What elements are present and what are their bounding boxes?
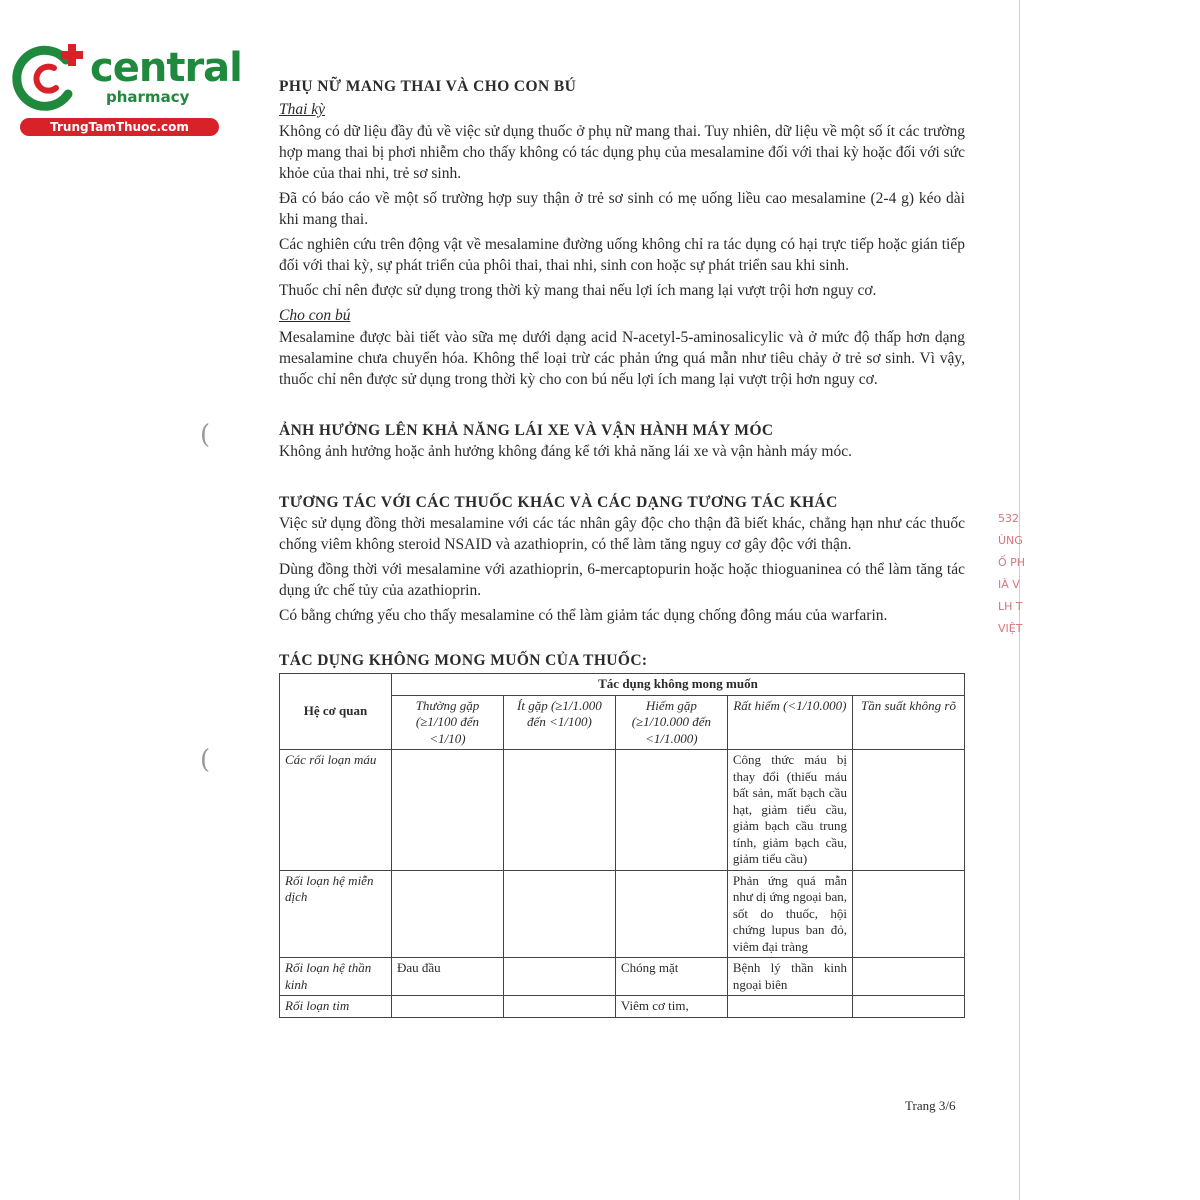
- table-cell: [391, 870, 503, 958]
- subheading-pregnancy: Thai kỳ: [279, 101, 326, 118]
- paragraph: Không có dữ liệu đầy đủ về việc sử dụng thuốc ở phụ nữ mang thai. Tuy nhiên, dữ liệu về một số ít các trường hợp mang thai bị phơi nhiễm cho thấy không có tác dụng phụ của mesalamine đối với thai kỳ hoặc đối với sức khỏe của thai nhi, trẻ sơ sinh.: [279, 123, 965, 182]
- table-header-row: [280, 674, 965, 696]
- table-cell: [503, 958, 615, 996]
- stamp-line: Ố PH: [998, 556, 1026, 569]
- table-cell: [391, 996, 503, 1018]
- table-header-cell: Thường gặp (≥1/100 đến <1/10): [391, 695, 503, 750]
- stamp-line: VIỆT: [998, 622, 1023, 635]
- table-cell-organ: Rối loạn hệ miễn dịch: [280, 870, 392, 958]
- table-header-group: Tác dụng không mong muốn: [391, 674, 964, 696]
- paragraph: Dùng đồng thời với mesalamine với azathioprin, 6-mercaptopurin hoặc hoặc thioguaninea có thể làm tăng tác dụng ức chế tủy của azathioprin.: [279, 561, 965, 599]
- table-cell: [503, 870, 615, 958]
- logo-subtitle: pharmacy: [106, 88, 190, 106]
- table-row: [280, 870, 965, 958]
- table-header-cell: Hiếm gặp (≥1/10.000 đến <1/1.000): [615, 695, 727, 750]
- binder-hole-mark: (: [200, 745, 211, 775]
- table-cell: [503, 996, 615, 1018]
- table-header-organ: Hệ cơ quan: [280, 674, 392, 750]
- paragraph: Đã có báo cáo về một số trường hợp suy thận ở trẻ sơ sinh có mẹ uống liều cao mesalamine (2-4 g) kéo dài khi mang thai.: [279, 190, 965, 228]
- paragraph: Việc sử dụng đồng thời mesalamine với các tác nhân gây độc cho thận đã biết khác, chẳng hạn như các thuốc chống viêm không steroid NSAID và azathioprin, có thể làm tăng nguy cơ gây độc với thận.: [279, 515, 965, 553]
- table-cell: Chóng mặt: [615, 958, 727, 996]
- stamp-line: ÙNG: [998, 534, 1023, 547]
- page-number: Trang 3/6: [905, 1098, 956, 1113]
- table-cell: [615, 750, 727, 871]
- paragraph: Thuốc chỉ nên được sử dụng trong thời kỳ mang thai nếu lợi ích mang lại vượt trội hơn nguy cơ.: [279, 282, 877, 299]
- paragraph: Các nghiên cứu trên động vật về mesalamine đường uống không chỉ ra tác dụng có hại trực tiếp hoặc gián tiếp đối với thai kỳ, sự phát triển của phôi thai, thai nhi, sinh con hoặc sự phát triển sau khi sinh.: [279, 236, 965, 274]
- table-row: [280, 996, 965, 1018]
- paragraph: Mesalamine được bài tiết vào sữa mẹ dưới dạng acid N-acetyl-5-aminosalicylic và ở mức độ thấp hơn dạng mesalamine chưa chuyển hóa. Không thể loại trừ các phản ứng quá mẫn như tiêu chảy ở trẻ sơ sinh. Vì vậy, thuốc chỉ nên được sử dụng trong thời kỳ cho con bú nếu lợi ích mang lại vượt trội hơn nguy cơ.: [279, 329, 965, 388]
- section-heading-adverse-effects: TÁC DỤNG KHÔNG MONG MUỐN CỦA THUỐC:: [279, 652, 648, 669]
- table-cell: Bệnh lý thần kinh ngoại biên: [727, 958, 852, 996]
- document-body: [279, 76, 965, 1018]
- table-cell: [852, 958, 964, 996]
- section-heading-driving: ẢNH HƯỞNG LÊN KHẢ NĂNG LÁI XE VÀ VẬN HÀNH MÁY MÓC: [279, 422, 774, 439]
- table-cell: [852, 996, 964, 1018]
- table-cell-organ: Rối loạn tim: [280, 996, 392, 1018]
- table-cell: [852, 750, 964, 871]
- paragraph: Không ảnh hưởng hoặc ảnh hưởng không đáng kể tới khả năng lái xe và vận hành máy móc.: [279, 443, 852, 460]
- table-header-cell: Tần suất không rõ: [852, 695, 964, 750]
- table-cell-organ: Rối loạn hệ thần kinh: [280, 958, 392, 996]
- stamp-line: IÀ V: [998, 578, 1020, 591]
- logo-url-badge: TrungTamThuoc.com: [20, 118, 219, 136]
- table-header-cell: Rất hiếm (<1/10.000): [727, 695, 852, 750]
- table-cell: Viêm cơ tim,: [615, 996, 727, 1018]
- table-cell: [391, 750, 503, 871]
- table-header-cell: Ít gặp (≥1/1.000 đến <1/100): [503, 695, 615, 750]
- table-cell-organ: Các rối loạn máu: [280, 750, 392, 871]
- table-cell: [727, 996, 852, 1018]
- table-cell: [503, 750, 615, 871]
- binder-hole-mark: (: [200, 420, 211, 450]
- table-cell: Phản ứng quá mẫn như dị ứng ngoại ban, sốt do thuốc, hội chứng lupus ban đỏ, viêm đại tràng: [727, 870, 852, 958]
- table-row: [280, 750, 965, 871]
- logo-c-cross-icon: [10, 38, 90, 118]
- table-cell: [852, 870, 964, 958]
- table-cell: Công thức máu bị thay đổi (thiếu máu bất sản, mất bạch cầu hạt, giảm tiểu cầu, giảm bạch cầu trung tính, giảm bạch cầu, giảm tiểu cầu): [727, 750, 852, 871]
- paragraph: Có bằng chứng yếu cho thấy mesalamine có thể làm giảm tác dụng chống đông máu của warfarin.: [279, 607, 888, 624]
- table-cell: [615, 870, 727, 958]
- subheading-breastfeeding: Cho con bú: [279, 307, 351, 324]
- stamp-line: 532: [998, 512, 1019, 525]
- adverse-effects-table: [279, 673, 965, 1018]
- stamp-line: LH T: [998, 600, 1023, 613]
- table-cell: Đau đầu: [391, 958, 503, 996]
- table-row: [280, 958, 965, 996]
- section-heading-interactions: TƯƠNG TÁC VỚI CÁC THUỐC KHÁC VÀ CÁC DẠNG TƯƠNG TÁC KHÁC: [279, 494, 838, 511]
- approval-stamp-fragment: [998, 508, 1028, 658]
- section-heading-pregnancy: PHỤ NỮ MANG THAI VÀ CHO CON BÚ: [279, 78, 577, 95]
- logo-name: central: [90, 45, 242, 91]
- pharmacy-logo: [10, 38, 242, 138]
